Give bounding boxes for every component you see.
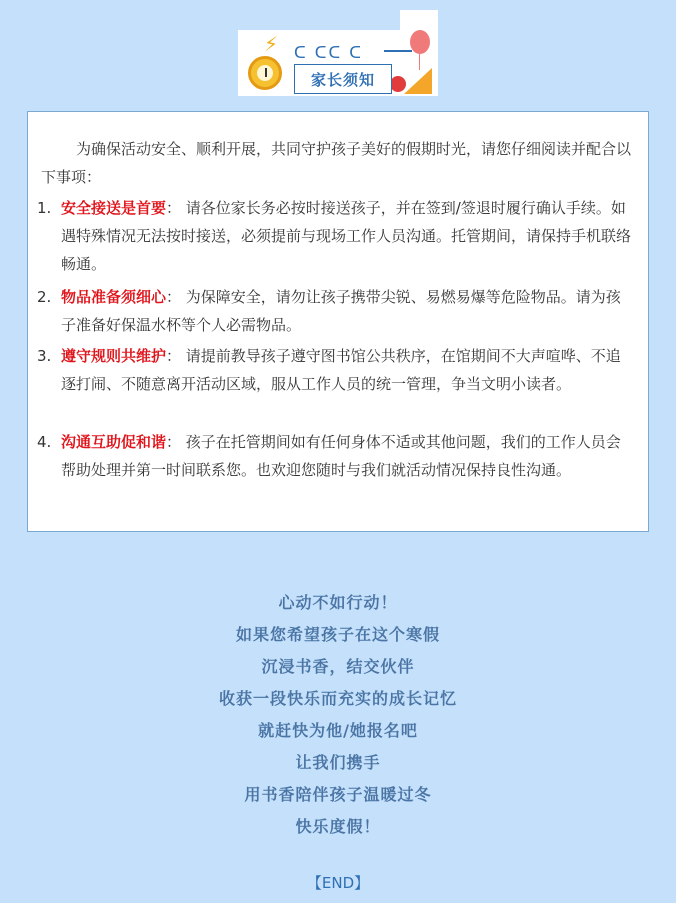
apple-icon xyxy=(390,76,406,92)
item-number: 4. xyxy=(37,433,52,451)
item-body xyxy=(61,428,635,484)
item-body xyxy=(61,283,635,339)
notice-item xyxy=(37,342,635,398)
item-text: ： 请各位家长务必按时接送孩子，并在签到/签退时履行确认手续。如遇特殊情况无法按时接送，必须提前与现场工作人员沟通。托管期间，请保持手机联络畅通。 xyxy=(61,199,632,273)
title-box xyxy=(294,64,392,94)
closing-line: 用书香陪伴孩子温暖过冬 xyxy=(244,785,432,804)
closing-line: 收获一段快乐而充实的成长记忆 xyxy=(218,689,457,708)
end-marker: 【END】 xyxy=(306,874,370,892)
item-text: ： 请提前教导孩子遵守图书馆公共秩序，在馆期间不大声喧哗、不追逐打闹、不随意离开活动区域，服从工作人员的统一管理，争当文明小读者。 xyxy=(61,347,621,393)
item-heading: 安全接送是首要 xyxy=(61,199,167,217)
closing-line: 沉浸书香，结交伙伴 xyxy=(261,657,415,676)
ring-line-decoration xyxy=(384,50,412,52)
item-heading: 物品准备须细心 xyxy=(61,288,167,306)
balloon-icon xyxy=(410,30,430,54)
lightning-icon: ⚡ xyxy=(264,32,279,56)
closing-line: 如果您希望孩子在这个寒假 xyxy=(235,625,440,644)
closing-line: 让我们携手 xyxy=(295,753,381,772)
item-number: 1. xyxy=(37,199,52,217)
notice-item xyxy=(37,283,635,339)
item-heading: 沟通互助促和谐 xyxy=(61,433,167,451)
page-title: 家长须知 xyxy=(310,70,375,89)
item-heading: 遵守规则共维护 xyxy=(61,347,167,365)
closing-message xyxy=(0,587,676,843)
alarm-clock-icon xyxy=(248,56,282,90)
item-body xyxy=(61,342,635,398)
item-text: ： 孩子在托管期间如有任何身体不适或其他问题，我们的工作人员会帮助处理并第一时间联系您。也欢迎您随时与我们就活动情况保持良性沟通。 xyxy=(61,433,621,479)
item-body xyxy=(61,194,635,278)
header-banner xyxy=(238,10,438,96)
closing-line: 就赶快为他/她报名吧 xyxy=(258,721,418,740)
item-number: 3. xyxy=(37,347,52,365)
closing-line: 快乐度假！ xyxy=(295,817,381,836)
notice-item xyxy=(37,194,635,278)
notice-intro: 为确保活动安全、顺利开展，共同守护孩子美好的假期时光，请您仔细阅读并配合以下事项： xyxy=(41,140,632,186)
item-text: ： 为保障安全，请勿让孩子携带尖锐、易燃易爆等危险物品。请为孩子准备好保温水杯等个人必需物品。 xyxy=(61,288,621,334)
item-number: 2. xyxy=(37,288,52,306)
ruler-icon xyxy=(404,68,432,94)
binder-rings-decoration: ᑕ ᑕᑕ ᑕ xyxy=(294,43,363,62)
closing-line: 心动不如行动！ xyxy=(278,593,398,612)
notice-item xyxy=(37,428,635,484)
